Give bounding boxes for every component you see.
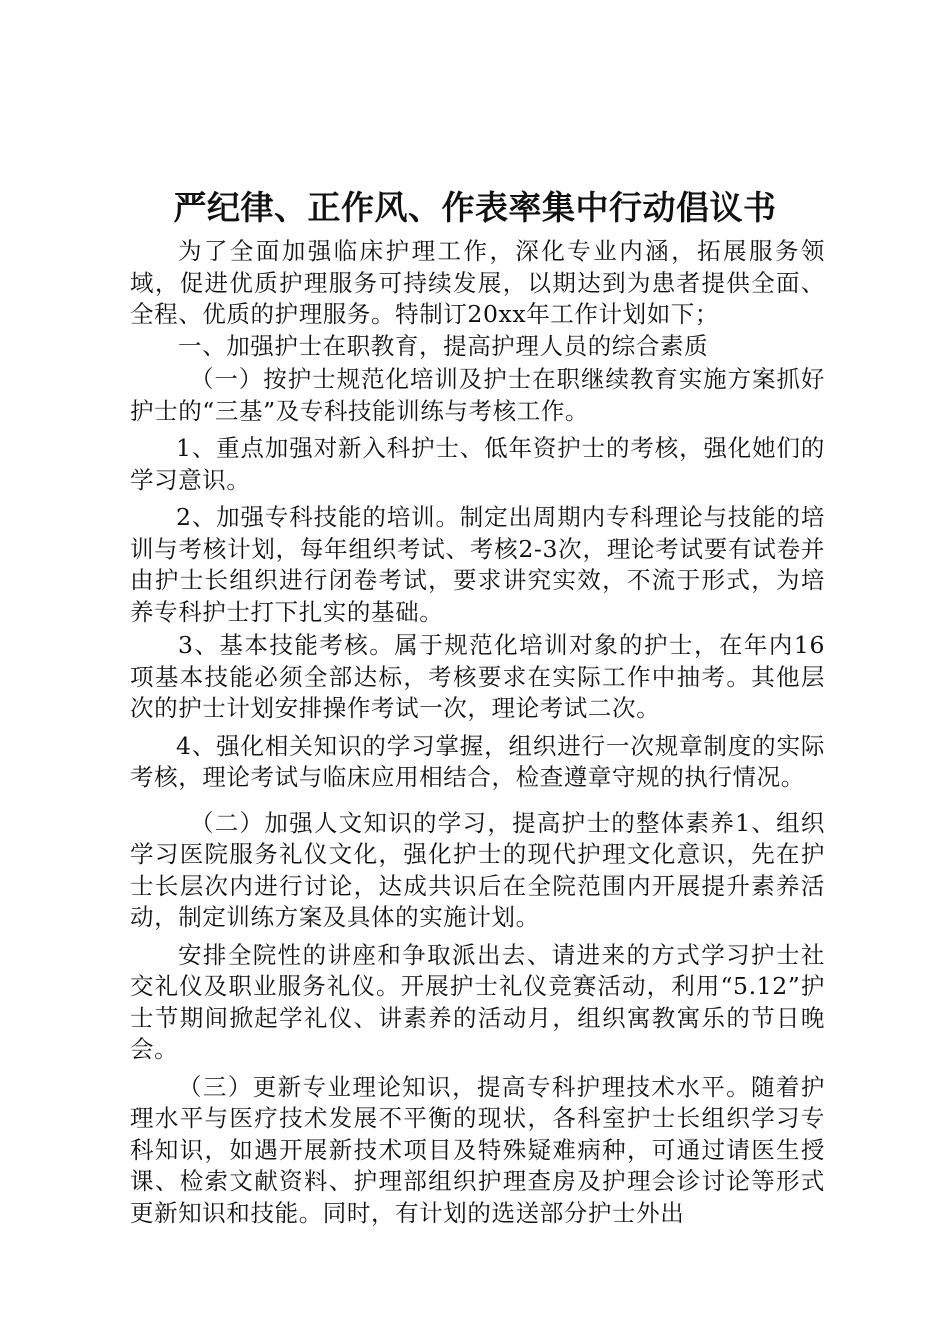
paragraph-intro: 为了全面加强临床护理工作，深化专业内涵，拓展服务领域，促进优质护理服务可持续发展，以期达到为患者提供全面、全程、优质的护理服务。特制订20xx年工作计划如下；: [130, 237, 825, 328]
paragraph-etiquette: 安排全院性的讲座和争取派出去、请进来的方式学习护士社交礼仪及职业服务礼仪。开展护士礼仪竞赛活动，利用“5.12”护士节期间掀起学礼仪、讲素养的活动月，组织寓教寓乐的节日晚会。: [130, 940, 825, 1063]
document-body: [130, 236, 825, 1229]
list-item-3: 3、基本技能考核。属于规范化培训对象的护士，在年内16项基本技能必须全部达标，考核要求在实际工作中抽考。其他层次的护士计划安排操作考试一次，理论考试二次。: [130, 631, 825, 722]
list-item-1: 1、重点加强对新入科护士、低年资护士的考核，强化她们的学习意识。: [130, 434, 825, 494]
subsection-heading-1: （一）按护士规范化培训及护士在职继续教育实施方案抓好护士的“三基”及专科技能训练与考核工作。: [130, 365, 825, 425]
list-item-4: 4、强化相关知识的学习掌握，组织进行一次规章制度的实际考核，理论考试与临床应用相结合，检查遵章守规的执行情况。: [130, 731, 825, 791]
subsection-heading-2: （二）加强人文知识的学习，提高护士的整体素养1、组织学习医院服务礼仪文化，强化护士的现代护理文化意识，先在护士长层次内进行讨论，达成共识后在全院范围内开展提升素养活动，制定训练方案及具体的实施计划。: [130, 808, 825, 931]
subsection-heading-3: （三）更新专业理论知识，提高专科护理技术水平。随着护理水平与医疗技术发展不平衡的现状，各科室护士长组织学习专科知识，如遇开展新技术项目及特殊疑难病种，可通过请医生授课、检索文献资料、护理部组织护理查房及护理会诊讨论等形式更新知识和技能。同时，有计划的选送部分护士外出: [130, 1072, 825, 1227]
document-title: 严纪律、正作风、作表率集中行动倡议书: [173, 188, 777, 227]
list-item-2: 2、加强专科技能的培训。制定出周期内专科理论与技能的培训与考核计划，每年组织考试、考核2-3次，理论考试要有试卷并由护士长组织进行闭卷考试，要求讲究实效，不流于形式，为培养专科护士打下扎实的基础。: [130, 503, 825, 626]
section-heading-1: 一、加强护士在职教育，提高护理人员的综合素质: [178, 331, 709, 360]
